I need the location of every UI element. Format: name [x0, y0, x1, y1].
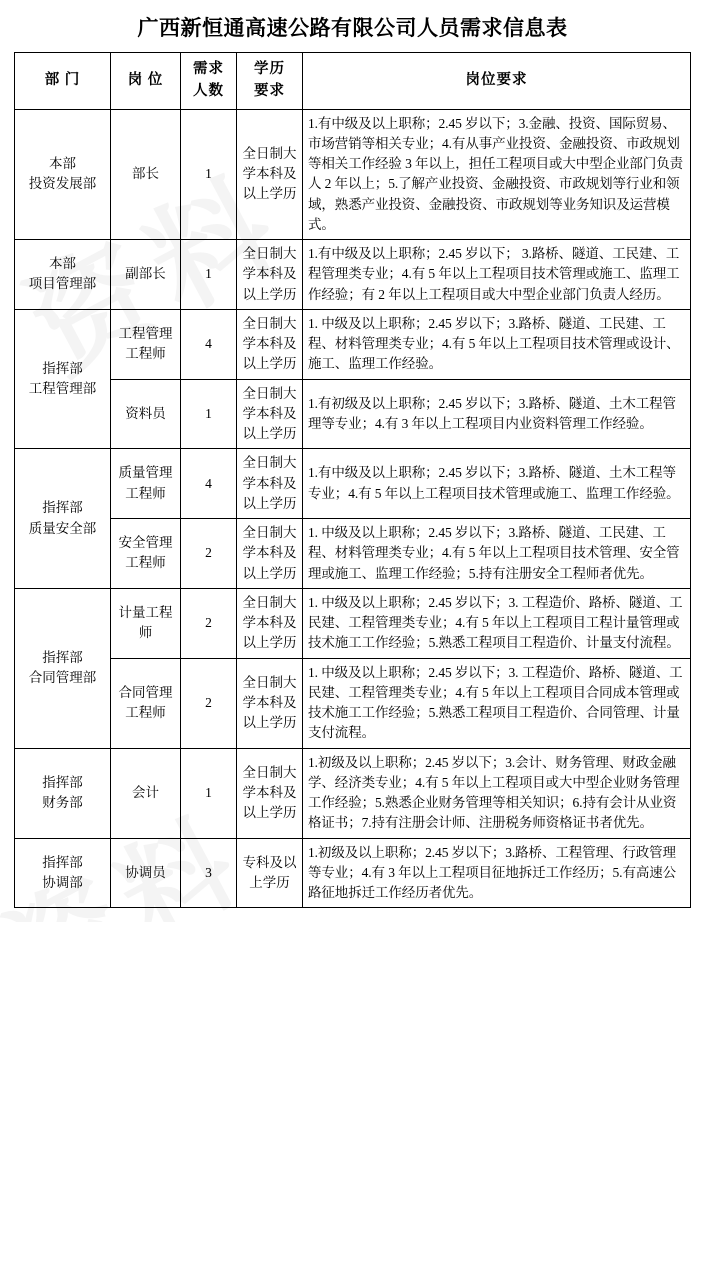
- column-header-education-line2: 要求: [254, 82, 285, 99]
- department-line2: 财务部: [42, 795, 83, 810]
- department-line1: 指挥部: [42, 649, 83, 665]
- department-line2: 工程管理部: [28, 381, 97, 396]
- cell-post: 会计: [111, 748, 181, 838]
- cell-headcount: 2: [181, 658, 237, 748]
- department-line1: 本部: [49, 156, 76, 171]
- table-row: [15, 519, 691, 589]
- cell-headcount: 4: [181, 309, 237, 379]
- department-line1: 指挥部: [42, 774, 83, 790]
- cell-education: 全日制大学本科及以上学历: [237, 519, 303, 589]
- cell-education: 全日制大学本科及以上学历: [237, 588, 303, 658]
- cell-education: 全日制大学本科及以上学历: [237, 109, 303, 240]
- cell-requirement: 1.有中级及以上职称；2.45 岁以下； 3.路桥、隧道、工民建、工程管理类专业；4.有 5 年以上工程项目技术管理或施工、监理工作经验；有 2 年以上工程项目或大中型企业部门负责人经历。: [303, 240, 691, 310]
- column-header-department: 部 门: [15, 53, 111, 110]
- department-line2: 项目管理部: [28, 276, 97, 292]
- cell-requirement: 1.初级及以上职称；2.45 岁以下；3.会计、财务管理、财政金融学、经济类专业；4.有 5 年以上工程项目或大中型企业财务管理工作经验；5.熟悉企业财务管理等相关知识；6.持有会计从业资格证书；7.持有注册会计师、注册税务师资格证书者优先。: [303, 748, 691, 838]
- cell-education: 全日制大学本科及以上学历: [237, 658, 303, 748]
- column-header-headcount-line1: 需求: [193, 61, 224, 77]
- cell-headcount: 2: [181, 519, 237, 589]
- table-row: [15, 240, 691, 310]
- cell-department: [15, 588, 111, 748]
- cell-education: 全日制大学本科及以上学历: [237, 309, 303, 379]
- cell-post: 计量工程师: [111, 588, 181, 658]
- cell-headcount: 1: [181, 748, 237, 838]
- cell-headcount: 3: [181, 838, 237, 908]
- cell-requirement: 1. 中级及以上职称；2.45 岁以下；3.路桥、隧道、工民建、工程、材料管理类专业；4.有 5 年以上工程项目技术管理或设计、施工、监理工作经验。: [303, 309, 691, 379]
- cell-post: 合同管理工程师: [111, 658, 181, 748]
- cell-post: 质量管理工程师: [111, 449, 181, 519]
- requirements-table: [14, 52, 691, 908]
- cell-post: 安全管理工程师: [111, 519, 181, 589]
- department-line2: 合同管理部: [28, 670, 97, 686]
- column-header-headcount: [181, 53, 237, 110]
- column-header-education-line1: 学历: [254, 61, 285, 77]
- cell-education: 全日制大学本科及以上学历: [237, 240, 303, 310]
- cell-requirement: 1.有中级及以上职称；2.45 岁以下；3.金融、投资、国际贸易、市场营销等相关专业；4.有从事产业投资、金融投资、市政规划等相关工作经验 3 年以上，担任工程项目或大中型企业部门负责人 2 年以上；5.了解产业投资、金融投资、市政规划等行业和领域，熟悉产业投资、金融投资、市政规划等业务知识及运营模式。: [303, 109, 691, 240]
- cell-requirement: 1. 中级及以上职称；2.45 岁以下；3. 工程造价、路桥、隧道、工民建、工程管理类专业；4.有 5 年以上工程项目工程计量管理或技术施工工作经验；5.熟悉工程项目工程造价、计量支付流程。: [303, 588, 691, 658]
- department-line1: 指挥部: [42, 854, 83, 870]
- column-header-education: [237, 53, 303, 110]
- table-row: [15, 379, 691, 449]
- department-line2: 协调部: [42, 874, 83, 890]
- table-header-row: [15, 53, 691, 110]
- cell-department: [15, 748, 111, 838]
- cell-requirement: 1. 中级及以上职称；2.45 岁以下；3. 工程造价、路桥、隧道、工民建、工程管理类专业；4.有 5 年以上工程项目合同成本管理或技术施工工作经验；5.熟悉工程项目工程造价、合同管理、计量支付流程。: [303, 658, 691, 748]
- cell-post: 资料员: [111, 379, 181, 449]
- department-line1: 指挥部: [42, 360, 83, 376]
- cell-post: 副部长: [111, 240, 181, 310]
- cell-education: 全日制大学本科及以上学历: [237, 748, 303, 838]
- table-row: [15, 109, 691, 240]
- cell-department: [15, 449, 111, 589]
- page-title: 广西新恒通高速公路有限公司人员需求信息表: [137, 16, 568, 40]
- table-row: [15, 588, 691, 658]
- department-line2: 质量安全部: [28, 520, 97, 536]
- cell-headcount: 1: [181, 379, 237, 449]
- cell-education: 专科及以上学历: [237, 838, 303, 908]
- cell-post: 协调员: [111, 838, 181, 908]
- cell-requirement: 1.有中级及以上职称；2.45 岁以下；3.路桥、隧道、土木工程等专业；4.有 5 年以上工程项目技术管理或施工、监理工作经验。: [303, 449, 691, 519]
- table-row: [15, 309, 691, 379]
- cell-headcount: 1: [181, 109, 237, 240]
- table-row: [15, 658, 691, 748]
- table-row: [15, 748, 691, 838]
- table-row: [15, 449, 691, 519]
- department-line1: 本部: [49, 256, 76, 272]
- cell-department: [15, 838, 111, 908]
- cell-requirement: 1. 中级及以上职称；2.45 岁以下；3.路桥、隧道、工民建、工程、材料管理类专业；4.有 5 年以上工程项目技术管理、安全管理或施工、监理工作经验；5.持有注册安全工程师者优先。: [303, 519, 691, 589]
- column-header-headcount-line2: 人数: [193, 82, 224, 99]
- cell-requirement: 1.有初级及以上职称；2.45 岁以下；3.路桥、隧道、土木工程管理等专业；4.有 3 年以上工程项目内业资料管理工作经验。: [303, 379, 691, 449]
- cell-education: 全日制大学本科及以上学历: [237, 449, 303, 519]
- cell-requirement: 1.初级及以上职称；2.45 岁以下；3.路桥、工程管理、行政管理等专业；4.有 3 年以上工程项目征地拆迁工作经历；5.有高速公路征地拆迁工作经历者优先。: [303, 838, 691, 908]
- cell-headcount: 4: [181, 449, 237, 519]
- cell-post: 工程管理工程师: [111, 309, 181, 379]
- cell-education: 全日制大学本科及以上学历: [237, 379, 303, 449]
- cell-headcount: 1: [181, 240, 237, 310]
- cell-post: 部长: [111, 109, 181, 240]
- cell-department: [15, 309, 111, 449]
- department-line1: 指挥部: [42, 500, 83, 516]
- cell-headcount: 2: [181, 588, 237, 658]
- column-header-requirement: 岗位要求: [303, 53, 691, 110]
- cell-department: [15, 109, 111, 240]
- table-row: [15, 838, 691, 908]
- department-line2: 投资发展部: [28, 176, 97, 192]
- cell-department: [15, 240, 111, 310]
- column-header-post: 岗 位: [111, 53, 181, 110]
